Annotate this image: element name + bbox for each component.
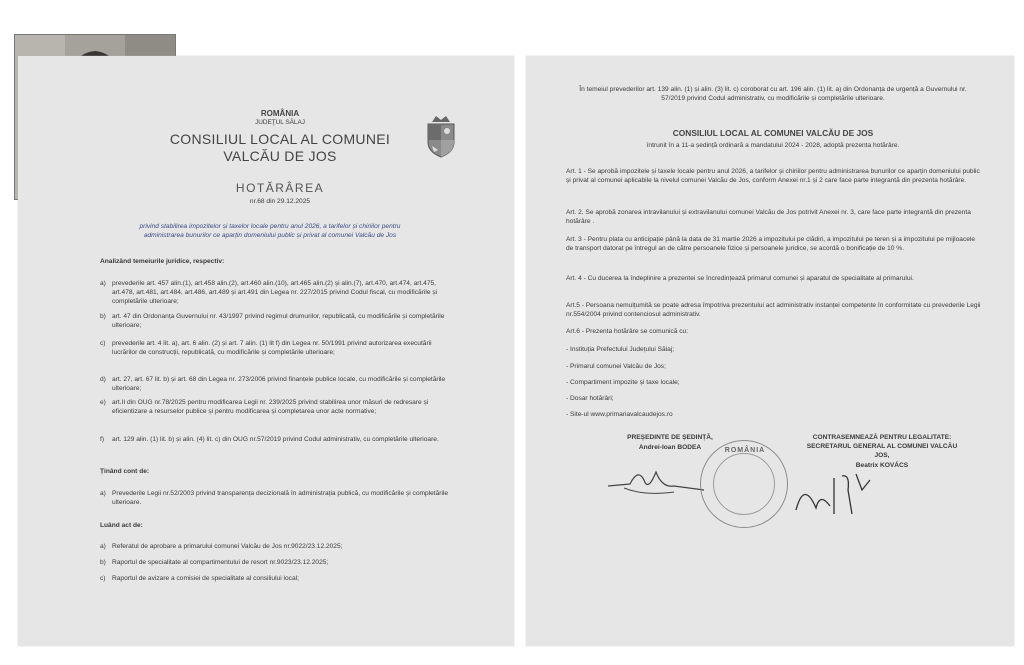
article-3: Art. 3 - Pentru plata cu anticipație până la data de 31 martie 2026 a impozitului pe clădiri, a impozitului pe teren și a impozitului pe mijloacele de transport datorat pe întregul an de către persoanele fizice și persoanele juridice, se acordă o bonificație de 10 %. (566, 236, 976, 252)
recipient-item: - Primarul comunei Valcău de Jos; (566, 363, 666, 370)
stamp-text: ROMÂNIA (724, 447, 766, 454)
article-2: Art. 2. Se aprobă zonarea intravilanului și extravilanului comunei Valcău de Jos potrivit Anexei nr. 3, care face parte integrantă din prezenta hotărâre . (566, 209, 971, 225)
acts-heading: Luând act de: (100, 522, 143, 529)
session-statement: întrunit în a 11-a ședință ordinară a mandatului 2024 - 2028, adoptă prezenta hotărâre. (646, 142, 900, 149)
act-item-marker: a) (100, 543, 106, 550)
decision-number: nr.68 din 29.12.2025 (249, 198, 311, 205)
decision-subject-line1: privind stabilirea impozitelor și taxelor locale pentru anul 2026, a tarifelor și chiriilor pentru (139, 223, 401, 230)
article-4: Art. 4 - Cu ducerea la îndeplinire a prezentei se încredințează primarul comunei și aparatul de specialitate al primarului. (566, 275, 914, 282)
decision-subject-line2: administrarea bunurilor ce aparțin domeniului public și privat al comunei Valcău de Jos (143, 232, 397, 239)
act-item-text: Referatul de aprobare a primarului comunei Valcău de Jos nr.9022/23.12.2025; (112, 543, 343, 550)
signature-left-handwriting (604, 462, 714, 507)
signature-right-handwriting (790, 470, 880, 525)
article-5: Art.5 - Persoana nemulțumită se poate adresa împotriva prezentului act administrativ instanței competente în conformitate cu prevederile Legii nr.554/2004 privind contenciosul administrativ. (566, 302, 981, 318)
header-county: JUDEŢUL SĂLAJ (255, 119, 305, 126)
legal-item-text: art. 27, art. 67 lit. b) și art. 68 din Legea nr. 273/2006 privind finanțele publice locale, cu modificările și completările ulterioare; (112, 376, 446, 392)
recipient-item: - Compartiment impozite și taxe locale; (566, 379, 680, 386)
decision-title: HOTĂRÂREA (235, 181, 325, 195)
considering-item-text: Prevederile Legii nr.52/2003 privind transparența decizională în administrația publică, cu modificările și completările ulterioare. (112, 490, 449, 506)
legal-item-marker: b) (100, 313, 106, 320)
act-item-marker: b) (100, 559, 106, 566)
legal-item-marker: f) (100, 436, 105, 443)
signature-right-name: Beatrix KOVÁCS (855, 462, 909, 469)
recipient-item: - Site-ul www.primariavalcaudejos.ro (566, 411, 673, 418)
legal-item-text: art. 47 din Ordonanța Guvernului nr. 43/1997 privind regimul drumurilor, republicată, cu modificările și completările ulterioare; (112, 313, 445, 329)
legal-item-text: prevederile art. 4 lit. a), art. 6 alin. (2) și art. 7 alin. (1) lit f) din Legea nr. 50/1991 privind autorizarea executării lucrărilor de construcții, republicată, cu modificările și completările ulterioare; (112, 340, 432, 356)
signature-left-name: Andrei-Ioan BODEA (638, 444, 702, 451)
legal-intro-paragraph: În temeiul prevederilor art. 139 alin. (1) și alin. (3) lit. c) coroborat cu art. 196 alin. (1) lit. a) din Ordonanța de urgență a Guvernului nr. 57/2019 privind Codul administrativ, cu modificările și completările ulterioare. (579, 86, 967, 102)
official-stamp (700, 440, 788, 528)
article-1: Art. 1 - Se aprobă impozitele și taxele locale pentru anul 2026, a tarifelor și chiriilor pentru administrarea bunurilor ce aparțin domeniului public și privat al comunei aplicabile la nivelul comunei Valcău de Jos, conform Anexei nr.1 și 2 care face parte integrantă din prezenta hotărâre. (566, 168, 980, 184)
signature-right-role-line1: CONTRASEMNEAZĂ PENTRU LEGALITATE: (812, 434, 952, 441)
legal-item-text: art. 129 alin. (1) lit. b) și alin. (4) lit. c) din OUG nr.57/2019 privind Codul administrativ, cu completările ulterioare. (112, 436, 439, 443)
act-item-text: Raportul de specialitate al compartimentului de resort nr.9023/23.12.2025; (112, 559, 329, 566)
header-country: ROMÂNIA (260, 109, 300, 118)
signature-left-role: PREȘEDINTE DE ȘEDINȚĂ, (627, 434, 713, 441)
legal-basis-heading: Analizând temeiurile juridice, respectiv: (100, 258, 225, 265)
legal-item-marker: e) (100, 399, 106, 406)
act-item-text: Raportul de avizare a comisiei de specialitate al consiliului local; (112, 575, 299, 582)
coat-of-arms-icon (424, 114, 458, 158)
legal-item-text: art.II din OUG nr.78/2025 pentru modificarea Legii nr. 239/2025 privind stabilirea unor măsuri de redresare și eficientizare a resurselor publice și pentru modificarea și completarea unor acte normative; (112, 399, 429, 415)
act-item-marker: c) (100, 575, 106, 582)
legal-item-text: prevederile art. 457 alin.(1), art.458 alin.(2), art.460 alin.(10), art.465 alin.(2) și alin.(7), art.470, art.474, art.475, art.478, art.481, art.484, art.486, art.489 și art.491 din Legea nr. 227/2015 privind Codul fiscal, cu modificările și completările ulterioare; (112, 280, 438, 305)
legal-item-marker: d) (100, 376, 106, 383)
legal-item-marker: a) (100, 280, 106, 287)
article-6: Art.6 - Prezenta hotărâre se comunică cu: (566, 328, 689, 335)
council-name: CONSILIUL LOCAL AL COMUNEI VALCĂU DE JOS (672, 128, 874, 138)
considering-item-marker: a) (100, 490, 106, 497)
header-council-line2: VALCĂU DE JOS (223, 148, 337, 164)
recipient-item: - Dosar hotărâri; (566, 395, 614, 402)
considering-heading: Ținând cont de: (100, 468, 150, 475)
recipient-item: - Instituția Prefectului Județului Sălaj; (566, 346, 675, 353)
header-council-line1: CONSILIUL LOCAL AL COMUNEI (169, 131, 391, 147)
signature-right-role-line2: SECRETARUL GENERAL AL COMUNEI VALCĂU (806, 443, 958, 450)
legal-item-marker: c) (100, 340, 106, 347)
signature-right-role-line3: JOS, (874, 452, 890, 459)
